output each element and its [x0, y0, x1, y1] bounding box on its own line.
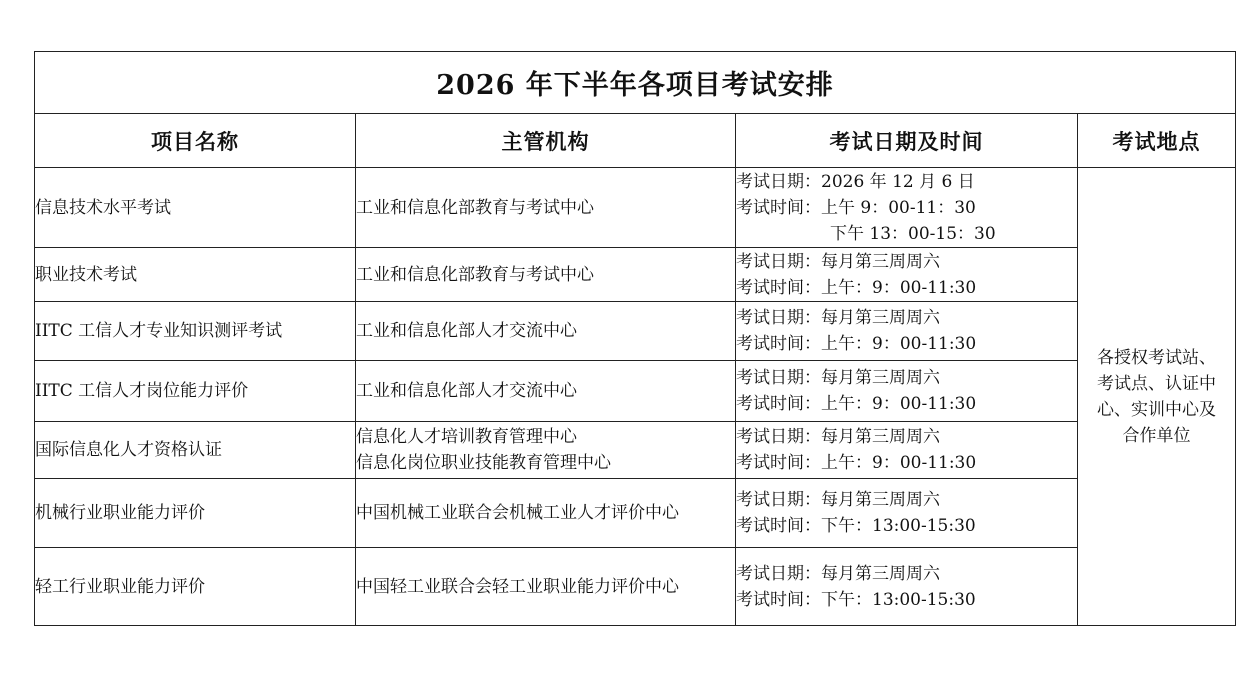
exam-date: 考试日期：每月第三周周六 [736, 427, 940, 447]
location-line: 各授权考试站、 [1097, 347, 1217, 368]
table-row [35, 302, 1236, 361]
location-line: 考试点、认证中 [1097, 373, 1217, 394]
project-name: 轻工行业职业能力评价 [35, 548, 356, 626]
exam-datetime [736, 479, 1078, 548]
table-row [35, 248, 1236, 302]
exam-time: 考试时间：上午：9：00-11:30 [736, 334, 977, 354]
exam-time: 考试时间：下午：13:00-15:30 [736, 516, 976, 536]
authority-line: 信息化岗位职业技能教育管理中心 [356, 453, 611, 473]
table-row [35, 168, 1236, 248]
exam-time-afternoon: 下午 13：00-15：30 [830, 223, 996, 244]
authority-name [356, 422, 736, 479]
exam-schedule-table [34, 51, 1236, 626]
exam-date: 考试日期：每月第三周周六 [736, 563, 940, 584]
table-row [35, 361, 1236, 422]
authority-name: 中国轻工业联合会轻工业职业能力评价中心 [356, 548, 736, 626]
exam-time: 考试时间：上午：9：00-11:30 [736, 453, 977, 473]
project-name: IITC 工信人才专业知识测评考试 [35, 302, 356, 361]
exam-datetime [736, 548, 1078, 626]
authority-name: 工业和信息化部人才交流中心 [356, 302, 736, 361]
table-row [35, 479, 1236, 548]
authority-name: 中国机械工业联合会机械工业人才评价中心 [356, 479, 736, 548]
exam-date: 考试日期：每月第三周周六 [736, 251, 940, 272]
authority-line: 信息化人才培训教育管理中心 [356, 427, 577, 447]
exam-datetime [736, 361, 1078, 422]
exam-date: 考试日期：每月第三周周六 [736, 368, 940, 388]
location-line: 心、实训中心及 [1097, 399, 1217, 420]
exam-date: 考试日期：每月第三周周六 [736, 490, 940, 510]
project-name: 信息技术水平考试 [35, 168, 356, 248]
exam-datetime [736, 302, 1078, 361]
header-project: 项目名称 [35, 114, 356, 168]
title-row [35, 52, 1236, 114]
table-row [35, 548, 1236, 626]
exam-date: 考试日期：2026 年 12 月 6 日 [736, 171, 975, 192]
header-datetime: 考试日期及时间 [736, 114, 1078, 168]
authority-name: 工业和信息化部教育与考试中心 [356, 248, 736, 302]
exam-datetime [736, 168, 1078, 248]
exam-location [1078, 168, 1236, 626]
project-name: 国际信息化人才资格认证 [35, 422, 356, 479]
exam-time: 考试时间：下午：13:00-15:30 [736, 589, 976, 610]
exam-time: 考试时间：上午：9：00-11:30 [736, 394, 977, 414]
exam-date: 考试日期：每月第三周周六 [736, 308, 940, 328]
table-title: 2026 年下半年各项目考试安排 [35, 52, 1236, 114]
location-line: 合作单位 [1122, 425, 1191, 446]
header-location: 考试地点 [1078, 114, 1236, 168]
header-row [35, 114, 1236, 168]
authority-name: 工业和信息化部教育与考试中心 [356, 168, 736, 248]
exam-datetime [736, 422, 1078, 479]
table-row [35, 422, 1236, 479]
exam-datetime [736, 248, 1078, 302]
project-name: 机械行业职业能力评价 [35, 479, 356, 548]
exam-time: 考试时间：上午 9：00-11：30 [736, 197, 976, 218]
project-name: IITC 工信人才岗位能力评价 [35, 361, 356, 422]
header-authority: 主管机构 [356, 114, 736, 168]
exam-time: 考试时间：上午：9：00-11:30 [736, 277, 977, 298]
authority-name: 工业和信息化部人才交流中心 [356, 361, 736, 422]
project-name: 职业技术考试 [35, 248, 356, 302]
